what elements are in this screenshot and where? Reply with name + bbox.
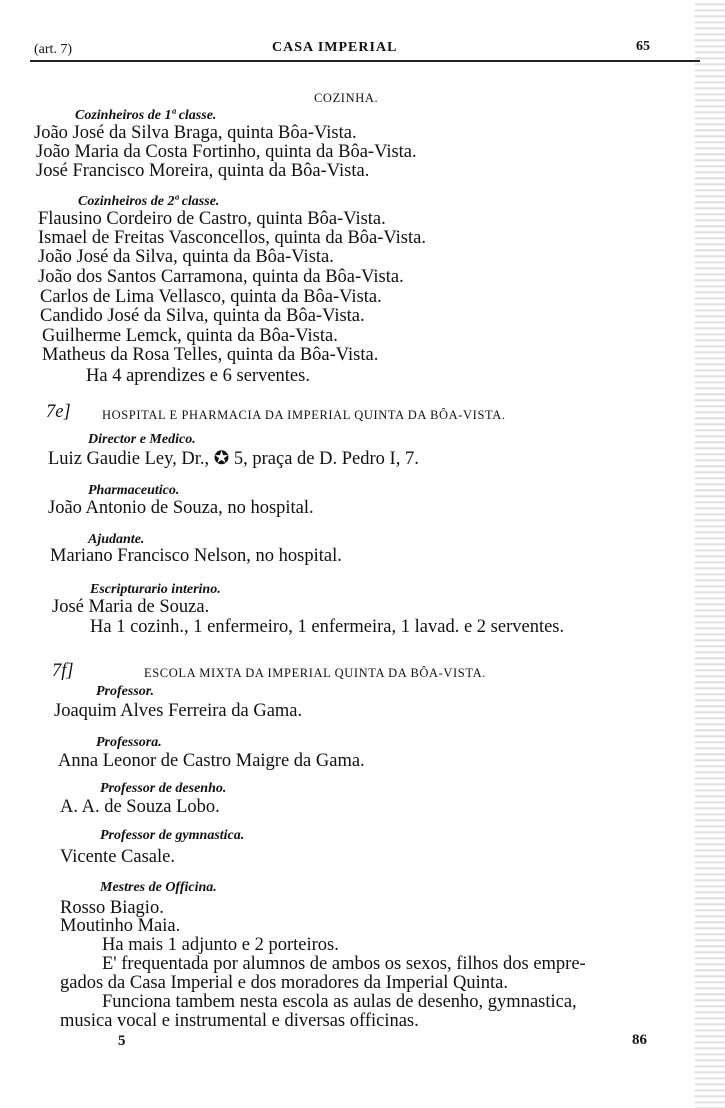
entry: José Maria de Souza. (52, 597, 210, 617)
entry: Ismael de Freitas Vasconcellos, quinta da Bôa-Vista. (38, 228, 426, 248)
role-label: Escripturario interino. (90, 582, 221, 597)
section-number: 7e] (46, 402, 71, 422)
entry: Mariano Francisco Nelson, no hospital. (50, 546, 342, 566)
header-rule (30, 60, 700, 62)
header-article: (art. 7) (34, 42, 73, 57)
entry: Joaquim Alves Ferreira da Gama. (54, 701, 303, 721)
section-title: ESCOLA MIXTA DA IMPERIAL QUINTA DA BÔA-VISTA. (144, 666, 486, 680)
entry: Carlos de Lima Vellasco, quinta da Bôa-Vista. (40, 287, 382, 307)
entry: A. A. de Souza Lobo. (60, 797, 220, 817)
role-label: Ajudante. (88, 532, 145, 547)
role-label: Cozinheiros de 1ª classe. (75, 108, 217, 123)
role-label: Pharmaceutico. (88, 483, 180, 498)
entry: José Francisco Moreira, quinta da Bôa-Vista. (36, 161, 370, 181)
paragraph-line: musica vocal e instrumental e diversas officinas. (60, 1011, 419, 1031)
role-label: Professor de gymnastica. (100, 828, 245, 843)
running-title: CASA IMPERIAL (272, 40, 398, 55)
role-label: Professor. (96, 684, 154, 699)
role-label: Professora. (96, 735, 162, 750)
entry: Moutinho Maia. (60, 916, 181, 936)
paragraph-line: Funciona tambem nesta escola as aulas de desenho, gymnastica, (102, 992, 577, 1012)
paragraph-line: E' frequentada por alumnos de ambos os sexos, filhos dos empre- (102, 954, 586, 974)
entry: Flausino Cordeiro de Castro, quinta Bôa-Vista. (38, 209, 386, 229)
signature-mark: 5 (118, 1033, 126, 1049)
page-number: 65 (636, 39, 650, 54)
section-title: HOSPITAL E PHARMACIA DA IMPERIAL QUINTA DA BÔA-VISTA. (102, 408, 506, 422)
entry: João José da Silva, quinta da Bôa-Vista. (38, 247, 334, 267)
paragraph-line: Ha mais 1 adjunto e 2 porteiros. (102, 935, 339, 955)
paragraph-line: gados da Casa Imperial e dos moradores da Imperial Quinta. (60, 973, 508, 993)
scan-edge-noise (695, 0, 725, 1108)
entry: Rosso Biagio. (60, 898, 164, 918)
entry: Matheus da Rosa Telles, quinta da Bôa-Vista. (42, 345, 379, 365)
entry: João José da Silva Braga, quinta Bôa-Vista. (34, 123, 357, 143)
entry: Candido José da Silva, quinta da Bôa-Vista. (40, 306, 365, 326)
entry: Guilherme Lemck, quinta da Bôa-Vista. (42, 326, 338, 346)
note: Ha 4 aprendizes e 6 serventes. (86, 366, 310, 386)
entry: Luiz Gaudie Ley, Dr., ✪ 5, praça de D. Pedro I, 7. (48, 449, 419, 469)
entry: João Antonio de Souza, no hospital. (48, 498, 314, 518)
role-label: Mestres de Officina. (100, 880, 217, 895)
entry: João dos Santos Carramona, quinta da Bôa-Vista. (38, 267, 404, 287)
section-title: COZINHA. (314, 91, 379, 105)
entry: Anna Leonor de Castro Maigre da Gama. (58, 751, 365, 771)
role-label: Professor de desenho. (100, 781, 227, 796)
role-label: Director e Medico. (88, 432, 196, 447)
note: Ha 1 cozinh., 1 enfermeiro, 1 enfermeira, 1 lavad. e 2 serventes. (90, 617, 565, 637)
entry: Vicente Casale. (60, 847, 175, 867)
sheet-number: 86 (632, 1032, 647, 1048)
role-label: Cozinheiros de 2ª classe. (78, 194, 220, 209)
entry: João Maria da Costa Fortinho, quinta da Bôa-Vista. (36, 142, 417, 162)
section-number: 7f] (52, 661, 74, 681)
